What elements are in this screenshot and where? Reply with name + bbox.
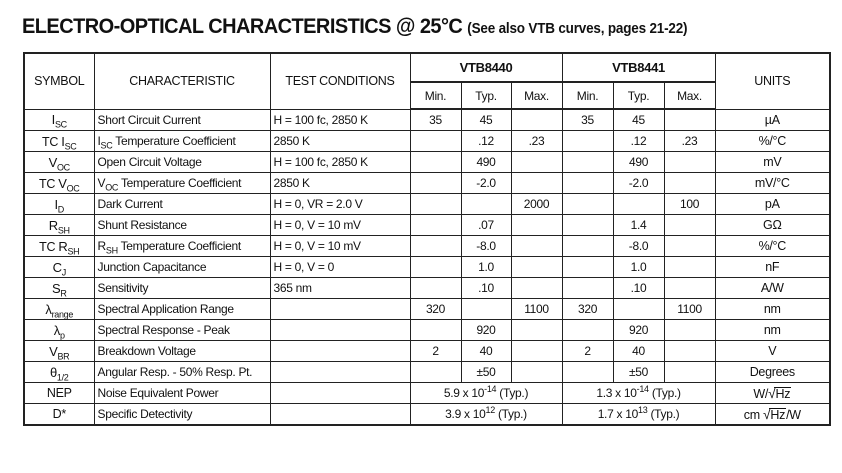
symbol-cell: $\lambda_p$ <box>24 320 94 341</box>
header-test-conditions: TEST CONDITIONS <box>270 53 410 109</box>
vtb8441-max-cell <box>664 236 715 257</box>
vtb8440-min-cell <box>410 215 461 236</box>
symbol-cell: TC $I_{SC}$ <box>24 131 94 152</box>
condition-cell <box>270 383 410 404</box>
vtb8440-typ-cell: 490 <box>461 152 511 173</box>
table-row-nep <box>24 383 830 404</box>
table-row <box>24 152 830 173</box>
characteristic-cell: Junction Capacitance <box>94 257 270 278</box>
characteristic-cell: Breakdown Voltage <box>94 341 270 362</box>
vtb8440-min-cell <box>410 320 461 341</box>
symbol-cell: $I_D$ <box>24 194 94 215</box>
header-symbol: SYMBOL <box>24 53 94 109</box>
table-row <box>24 320 830 341</box>
symbol-cell: TC $R_{SH}$ <box>24 236 94 257</box>
vtb8440-typ-cell: .10 <box>461 278 511 299</box>
condition-cell <box>270 362 410 383</box>
title-subtitle: (See also VTB curves, pages 21-22) <box>467 21 688 37</box>
vtb8441-typ-cell: 490 <box>613 152 664 173</box>
vtb8441-typ-cell: -2.0 <box>613 173 664 194</box>
vtb8441-min-cell <box>562 362 613 383</box>
condition-cell: 2850 K <box>270 173 410 194</box>
units-cell: %/°C <box>715 131 830 152</box>
units-cell: W/√Hz <box>715 383 830 404</box>
vtb8440-max-cell <box>511 320 562 341</box>
header-max: Max. <box>511 82 562 109</box>
table-row <box>24 215 830 236</box>
vtb8440-max-cell: 2000 <box>511 194 562 215</box>
header-max: Max. <box>664 82 715 109</box>
characteristic-cell: Spectral Application Range <box>94 299 270 320</box>
vtb8441-typ-cell: -8.0 <box>613 236 664 257</box>
condition-cell <box>270 341 410 362</box>
vtb8440-typ-cell: ±50 <box>461 362 511 383</box>
symbol-cell: $\lambda_{range}$ <box>24 299 94 320</box>
symbol-cell: $V_{BR}$ <box>24 341 94 362</box>
vtb8441-max-cell <box>664 341 715 362</box>
table-row <box>24 299 830 320</box>
vtb8440-typ-cell <box>461 299 511 320</box>
table-row <box>24 341 830 362</box>
table-row <box>24 362 830 383</box>
vtb8440-typ-cell: 920 <box>461 320 511 341</box>
symbol-cell: D* <box>24 404 94 426</box>
vtb8441-max-cell <box>664 152 715 173</box>
condition-cell <box>270 299 410 320</box>
vtb8440-typ-cell: 1.0 <box>461 257 511 278</box>
units-cell: cm √Hz/W <box>715 404 830 426</box>
units-cell: nm <box>715 320 830 341</box>
vtb8441-min-cell <box>562 320 613 341</box>
characteristic-cell: $R_{SH}$ Temperature Coefficient <box>94 236 270 257</box>
vtb8440-max-cell <box>511 278 562 299</box>
vtb8440-min-cell: 35 <box>410 109 461 131</box>
condition-cell: H = 0, V = 0 <box>270 257 410 278</box>
vtb8440-typ-cell: 45 <box>461 109 511 131</box>
vtb8440-typ-cell: -2.0 <box>461 173 511 194</box>
vtb8441-nep-value: 1.3 x $10^{-14}$ (Typ.) <box>562 383 715 404</box>
condition-cell <box>270 320 410 341</box>
vtb8440-max-cell: 1100 <box>511 299 562 320</box>
vtb8440-min-cell <box>410 152 461 173</box>
electro-optical-table <box>23 52 831 426</box>
header-typ: Typ. <box>461 82 511 109</box>
title-main: ELECTRO-OPTICAL CHARACTERISTICS @ 25°C <box>22 14 463 38</box>
characteristic-cell: $V_{OC}$ Temperature Coefficient <box>94 173 270 194</box>
vtb8441-max-cell <box>664 109 715 131</box>
characteristic-cell: Shunt Resistance <box>94 215 270 236</box>
vtb8441-typ-cell <box>613 299 664 320</box>
table-row-dstar <box>24 404 830 426</box>
vtb8441-min-cell <box>562 215 613 236</box>
vtb8441-max-cell <box>664 215 715 236</box>
vtb8441-typ-cell: 40 <box>613 341 664 362</box>
vtb8440-typ-cell: .12 <box>461 131 511 152</box>
vtb8441-max-cell: 100 <box>664 194 715 215</box>
vtb8440-min-cell <box>410 257 461 278</box>
characteristic-cell: Spectral Response - Peak <box>94 320 270 341</box>
sqrt-icon: √ <box>763 406 771 422</box>
symbol-cell: TC $V_{OC}$ <box>24 173 94 194</box>
condition-cell: 2850 K <box>270 131 410 152</box>
vtb8441-max-cell: 1100 <box>664 299 715 320</box>
symbol-cell: $I_{SC}$ <box>24 109 94 131</box>
header-device-vtb8440: VTB8440 <box>410 53 562 82</box>
header-min: Min. <box>410 82 461 109</box>
vtb8441-typ-cell: 920 <box>613 320 664 341</box>
vtb8440-min-cell <box>410 278 461 299</box>
vtb8441-min-cell <box>562 236 613 257</box>
vtb8440-typ-cell: 40 <box>461 341 511 362</box>
characteristic-cell: Angular Resp. - 50% Resp. Pt. <box>94 362 270 383</box>
vtb8440-min-cell: 320 <box>410 299 461 320</box>
header-typ: Typ. <box>613 82 664 109</box>
units-cell: nm <box>715 299 830 320</box>
table-row <box>24 131 830 152</box>
vtb8441-max-cell <box>664 278 715 299</box>
vtb8441-min-cell <box>562 257 613 278</box>
vtb8441-min-cell: 35 <box>562 109 613 131</box>
condition-cell: H = 0, VR = 2.0 V <box>270 194 410 215</box>
units-cell: A/W <box>715 278 830 299</box>
units-cell: mV <box>715 152 830 173</box>
vtb8440-typ-cell: -8.0 <box>461 236 511 257</box>
condition-cell: H = 0, V = 10 mV <box>270 215 410 236</box>
vtb8440-min-cell <box>410 131 461 152</box>
vtb8441-max-cell <box>664 320 715 341</box>
table-row <box>24 278 830 299</box>
units-cell: nF <box>715 257 830 278</box>
vtb8441-min-cell <box>562 278 613 299</box>
characteristic-cell: Open Circuit Voltage <box>94 152 270 173</box>
vtb8441-typ-cell <box>613 194 664 215</box>
table-body <box>24 109 830 425</box>
vtb8441-max-cell <box>664 257 715 278</box>
sqrt-icon: √ <box>768 385 776 401</box>
units-cell: µA <box>715 109 830 131</box>
vtb8441-typ-cell: 1.0 <box>613 257 664 278</box>
units-cell: Degrees <box>715 362 830 383</box>
vtb8440-typ-cell <box>461 194 511 215</box>
symbol-cell: $C_J$ <box>24 257 94 278</box>
vtb8440-min-cell <box>410 236 461 257</box>
table-row <box>24 236 830 257</box>
header-characteristic: CHARACTERISTIC <box>94 53 270 109</box>
vtb8441-min-cell <box>562 173 613 194</box>
condition-cell: H = 0, V = 10 mV <box>270 236 410 257</box>
condition-cell: 365 nm <box>270 278 410 299</box>
condition-cell: H = 100 fc, 2850 K <box>270 109 410 131</box>
vtb8440-max-cell <box>511 236 562 257</box>
vtb8441-typ-cell: 45 <box>613 109 664 131</box>
vtb8440-max-cell <box>511 362 562 383</box>
vtb8440-min-cell <box>410 173 461 194</box>
vtb8441-min-cell: 320 <box>562 299 613 320</box>
units-cell: mV/°C <box>715 173 830 194</box>
vtb8440-max-cell <box>511 341 562 362</box>
vtb8440-max-cell <box>511 109 562 131</box>
units-cell: pA <box>715 194 830 215</box>
vtb8441-typ-cell: 1.4 <box>613 215 664 236</box>
characteristic-cell: Sensitivity <box>94 278 270 299</box>
vtb8440-max-cell <box>511 173 562 194</box>
header-device-vtb8441: VTB8441 <box>562 53 715 82</box>
condition-cell: H = 100 fc, 2850 K <box>270 152 410 173</box>
vtb8440-max-cell: .23 <box>511 131 562 152</box>
symbol-cell: $R_{SH}$ <box>24 215 94 236</box>
vtb8440-typ-cell: .07 <box>461 215 511 236</box>
symbol-cell: $V_{OC}$ <box>24 152 94 173</box>
characteristic-cell: Dark Current <box>94 194 270 215</box>
vtb8441-min-cell <box>562 152 613 173</box>
units-cell: %/°C <box>715 236 830 257</box>
table-row <box>24 173 830 194</box>
vtb8441-min-cell <box>562 194 613 215</box>
vtb8441-typ-cell: .10 <box>613 278 664 299</box>
vtb8440-max-cell <box>511 152 562 173</box>
characteristic-cell: Noise Equivalent Power <box>94 383 270 404</box>
table-row <box>24 109 830 131</box>
vtb8441-max-cell <box>664 362 715 383</box>
vtb8441-typ-cell: .12 <box>613 131 664 152</box>
header-min: Min. <box>562 82 613 109</box>
vtb8441-typ-cell: ±50 <box>613 362 664 383</box>
vtb8441-min-cell <box>562 131 613 152</box>
condition-cell <box>270 404 410 426</box>
vtb8441-max-cell: .23 <box>664 131 715 152</box>
header-units: UNITS <box>715 53 830 109</box>
symbol-cell: $S_R$ <box>24 278 94 299</box>
vtb8440-min-cell: 2 <box>410 341 461 362</box>
symbol-cell: NEP <box>24 383 94 404</box>
vtb8441-min-cell: 2 <box>562 341 613 362</box>
vtb8441-max-cell <box>664 173 715 194</box>
units-cell: V <box>715 341 830 362</box>
characteristic-cell: Specific Detectivity <box>94 404 270 426</box>
vtb8440-min-cell <box>410 362 461 383</box>
vtb8440-dstar-value: 3.9 x $10^{12}$ (Typ.) <box>410 404 562 426</box>
characteristic-cell: Short Circuit Current <box>94 109 270 131</box>
vtb8440-nep-value: 5.9 x $10^{-14}$ (Typ.) <box>410 383 562 404</box>
vtb8440-max-cell <box>511 257 562 278</box>
vtb8440-max-cell <box>511 215 562 236</box>
table-row <box>24 194 830 215</box>
characteristic-cell: $I_{SC}$ Temperature Coefficient <box>94 131 270 152</box>
vtb8441-dstar-value: 1.7 x $10^{13}$ (Typ.) <box>562 404 715 426</box>
vtb8440-min-cell <box>410 194 461 215</box>
units-cell: GΩ <box>715 215 830 236</box>
page-title <box>22 14 687 39</box>
symbol-cell: $\theta_{1/2}$ <box>24 362 94 383</box>
table-row <box>24 257 830 278</box>
